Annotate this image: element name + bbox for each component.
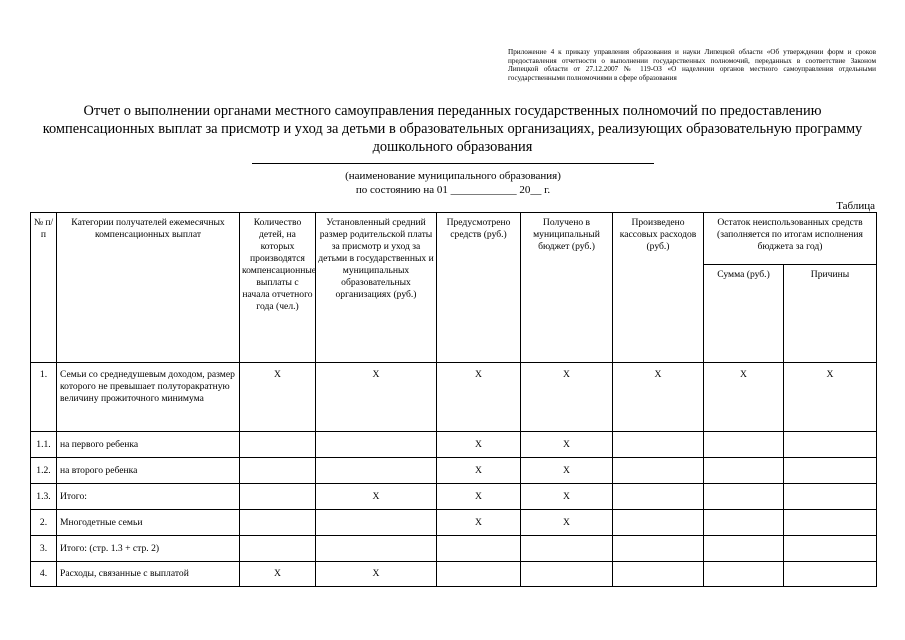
cell-planned: X — [437, 510, 521, 536]
cell-remainder-sum — [704, 458, 784, 484]
cell-category: Расходы, связанные с выплатой — [57, 562, 240, 587]
cell-children-count: X — [240, 363, 316, 432]
cell-remainder-sum — [704, 484, 784, 510]
cell-remainder-reasons — [784, 510, 877, 536]
cell-num: 1.3. — [31, 484, 57, 510]
cell-planned: X — [437, 484, 521, 510]
cell-children-count — [240, 536, 316, 562]
header-num: № п/п — [31, 213, 57, 363]
cell-category: Итого: — [57, 484, 240, 510]
cell-remainder-sum — [704, 432, 784, 458]
cell-remainder-reasons — [784, 458, 877, 484]
municipality-caption: (наименование муниципального образования) — [345, 170, 561, 182]
cell-category: на первого ребенка — [57, 432, 240, 458]
cell-num: 2. — [31, 510, 57, 536]
header-remainder-reasons: Причины — [784, 265, 877, 363]
cell-spent — [613, 510, 704, 536]
cell-planned: X — [437, 458, 521, 484]
cell-avg-fee: X — [316, 484, 437, 510]
cell-num: 1. — [31, 363, 57, 432]
cell-remainder-reasons — [784, 484, 877, 510]
cell-category: Семьи со среднедушевым доходом, размер которого не превышает полуторакратную величину прожиточного минимума — [57, 363, 240, 432]
cell-spent — [613, 536, 704, 562]
cell-received: X — [521, 484, 613, 510]
cell-children-count — [240, 458, 316, 484]
cell-children-count — [240, 510, 316, 536]
appendix-note: Приложение 4 к приказу управления образования и науки Липецкой области «Об утверждении форм и сроков предоставления отчетности о выполнении государственных полномочий, переданных в соответствие Законом Липецкой области от 27.12.2007 № 119-ОЗ «О наделении органов местного самоуправления отдельными государственными полномочиями в сфере образования — [508, 48, 876, 82]
cell-received: X — [521, 432, 613, 458]
cell-planned — [437, 562, 521, 587]
cell-remainder-reasons — [784, 432, 877, 458]
header-planned: Предусмотрено средств (руб.) — [437, 213, 521, 363]
table-row — [31, 510, 877, 536]
cell-avg-fee — [316, 536, 437, 562]
table-row — [31, 432, 877, 458]
municipality-name-line — [252, 163, 654, 164]
cell-received — [521, 536, 613, 562]
report-table — [30, 212, 877, 587]
cell-children-count: X — [240, 562, 316, 587]
cell-planned: X — [437, 432, 521, 458]
cell-remainder-sum: X — [704, 363, 784, 432]
cell-planned — [437, 536, 521, 562]
cell-spent — [613, 432, 704, 458]
cell-received: X — [521, 363, 613, 432]
as-of-date-line: по состоянию на 01 ____________ 20__ г. — [355, 184, 551, 196]
header-remainder: Остаток неиспользованных средств (заполняется по итогам исполнения бюджета за год) — [704, 213, 877, 265]
cell-remainder-reasons: X — [784, 363, 877, 432]
cell-category: на второго ребенка — [57, 458, 240, 484]
table-row — [31, 562, 877, 587]
cell-spent — [613, 562, 704, 587]
cell-remainder-reasons — [784, 536, 877, 562]
report-title: Отчет о выполнении органами местного самоуправления переданных государственных полномочий по предоставлению компенсационных выплат за присмотр и уход за детьми в образовательных организациях, реализующих образовательную программу дошкольного образования — [42, 103, 863, 155]
table-row — [31, 458, 877, 484]
cell-remainder-sum — [704, 536, 784, 562]
header-remainder-sum: Сумма (руб.) — [704, 265, 784, 363]
header-children-count: Количество детей, на которых производятся компенсационные выплаты с начала отчетного года (чел.) — [240, 213, 316, 363]
header-row — [31, 213, 877, 265]
cell-received: X — [521, 458, 613, 484]
cell-spent — [613, 458, 704, 484]
header-received: Получено в муниципальный бюджет (руб.) — [521, 213, 613, 363]
cell-num: 1.1. — [31, 432, 57, 458]
header-avg-fee: Установленный средний размер родительской платы за присмотр и уход за детьми в государственных и муниципальных образовательных организациях (руб.) — [316, 213, 437, 363]
cell-remainder-reasons — [784, 562, 877, 587]
table-row — [31, 536, 877, 562]
cell-num: 1.2. — [31, 458, 57, 484]
header-category: Категории получателей ежемесячных компенсационных выплат — [57, 213, 240, 363]
cell-num: 4. — [31, 562, 57, 587]
cell-num: 3. — [31, 536, 57, 562]
cell-remainder-sum — [704, 562, 784, 587]
table-row — [31, 484, 877, 510]
cell-category: Итого: (стр. 1.3 + стр. 2) — [57, 536, 240, 562]
cell-avg-fee — [316, 510, 437, 536]
cell-category: Многодетные семьи — [57, 510, 240, 536]
cell-avg-fee: X — [316, 562, 437, 587]
cell-received — [521, 562, 613, 587]
cell-avg-fee — [316, 432, 437, 458]
header-spent: Произведено кассовых расходов (руб.) — [613, 213, 704, 363]
table-label: Таблица — [836, 200, 875, 212]
cell-children-count — [240, 484, 316, 510]
cell-children-count — [240, 432, 316, 458]
cell-planned: X — [437, 363, 521, 432]
cell-spent — [613, 484, 704, 510]
cell-avg-fee: X — [316, 363, 437, 432]
cell-spent: X — [613, 363, 704, 432]
cell-remainder-sum — [704, 510, 784, 536]
cell-received: X — [521, 510, 613, 536]
table-row — [31, 363, 877, 432]
cell-avg-fee — [316, 458, 437, 484]
